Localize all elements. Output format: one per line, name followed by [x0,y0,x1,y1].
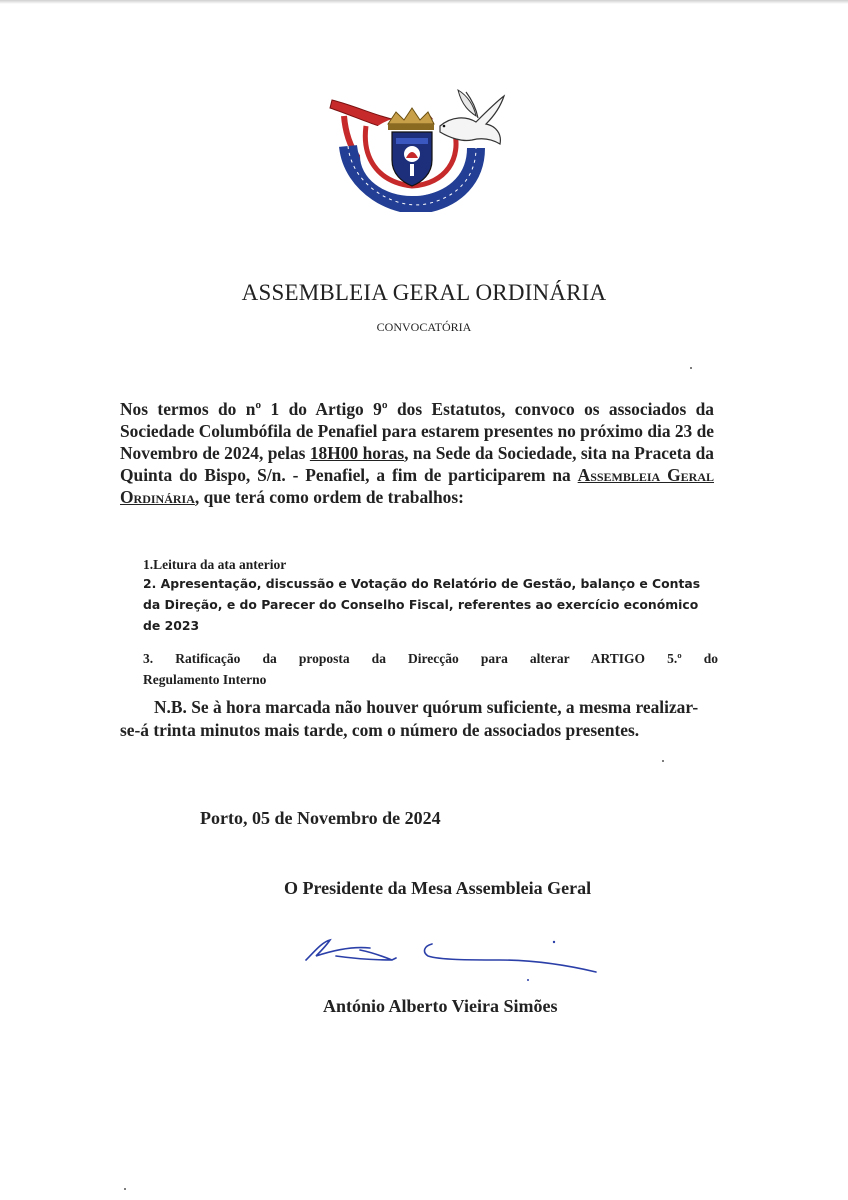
paragraph-text-part2: , na Sede da Sociedade, sita na Praceta da Quinta do Bispo, S/n. - Penafiel, a fim de participarem na [120,443,714,485]
quorum-note-text: N.B. Se à hora marcada não houver quórum suficiente, a mesma realizar-se-á trinta minutos mais tarde, com o número de associados presentes. [120,697,699,740]
place-and-date: Porto, 05 de Novembro de 2024 [200,808,441,828]
scan-edge [0,0,848,4]
page-title: ASSEMBLEIA GERAL ORDINÁRIA [241,280,607,305]
convocation-paragraph [120,398,714,508]
agenda-item-1: 1.Leitura da ata anterior [143,557,287,572]
paragraph-text-part3: , que terá como ordem de trabalhos: [194,487,464,507]
paragraph-text-part1: Nos termos do nº 1 do Artigo 9º dos Estatutos, convoco os associados da Sociedade Columbófila de Penafiel para estarem presentes no próximo dia 23 de Novembro de 2024, pelas [120,399,714,463]
scan-speck [690,367,692,369]
scan-speck [662,760,664,762]
page-subtitle: CONVOCATÓRIA [376,320,472,334]
agenda-item-3 [143,648,718,690]
assembly-name: Assembleia Geral Ordinária [120,465,714,507]
agenda-item-3-line1: 3. Ratificação da proposta da Direcção para alterar ARTIGO 5.º do [143,651,718,666]
president-name: António Alberto Vieira Simões [323,996,558,1016]
meeting-time: 18H00 horas [309,443,405,463]
handwritten-signature [300,930,610,984]
agenda-item-3-line2: Regulamento Interno [143,672,267,687]
president-title: O Presidente da Mesa Assembleia Geral [284,878,592,898]
scan-speck [124,1188,126,1190]
agenda-item-2: 2. Apresentação, discussão e Votação do Relatório de Gestão, balanço e Contas da Direção, e do Parecer do Conselho Fiscal, referentes ao exercício económico de 2023 [143,576,701,633]
society-emblem-logo [326,86,506,212]
quorum-note [120,696,706,742]
